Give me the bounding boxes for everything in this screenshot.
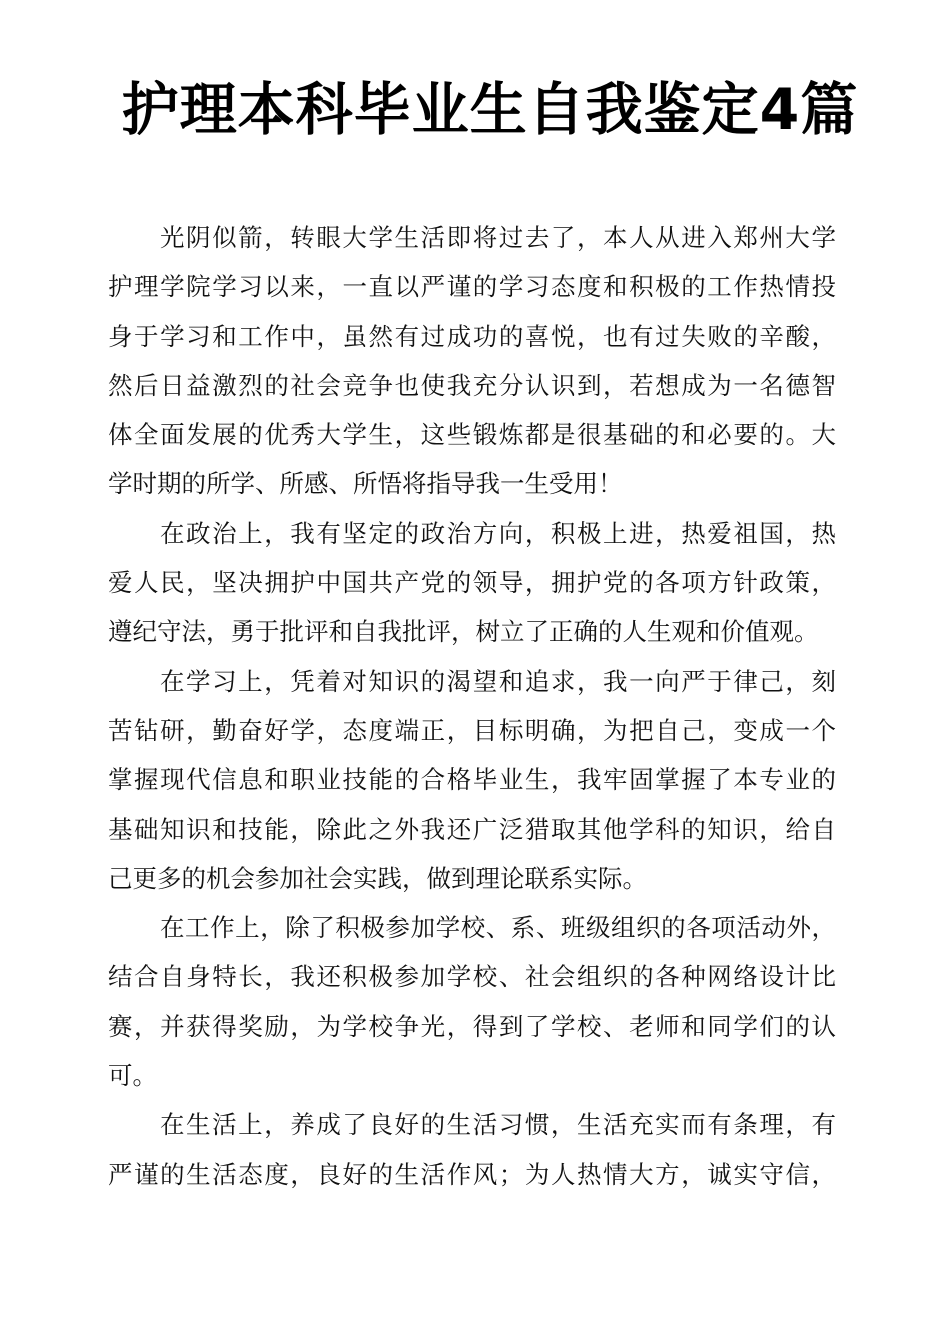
paragraph-line: 掌握现代信息和职业技能的合格毕业生，我牢固掌握了本专业的 [108, 765, 836, 795]
paragraph-line: 赛，并获得奖励，为学校争光，得到了学校、老师和同学们的认 [108, 1011, 836, 1041]
paragraph-line: 爱人民，坚决拥护中国共产党的领导，拥护党的各项方针政策， [108, 568, 836, 598]
paragraph-line: 学时期的所学、所感、所悟将指导我一生受用！ [108, 469, 623, 499]
paragraph-line: 然后日益激烈的社会竞争也使我充分认识到，若想成为一名德智 [108, 370, 836, 400]
paragraph-politics [108, 509, 836, 657]
paragraph-line: 可。 [108, 1061, 157, 1091]
paragraph-line: 结合自身特长，我还积极参加学校、社会组织的各种网络设计比 [108, 962, 836, 992]
paragraph-line: 严谨的生活态度，良好的生活作风；为人热情大方，诚实守信， [108, 1159, 836, 1189]
paragraph-line: 身于学习和工作中，虽然有过成功的喜悦，也有过失败的辛酸， [108, 321, 836, 351]
paragraph-work [108, 903, 836, 1100]
paragraph-life [108, 1100, 836, 1199]
paragraph-line: 护理学院学习以来，一直以严谨的学习态度和积极的工作热情投 [108, 272, 836, 302]
paragraph-study [108, 657, 836, 903]
paragraph-line: 在生活上，养成了良好的生活习惯，生活充实而有条理，有 [160, 1110, 836, 1140]
paragraph-line: 光阴似箭，转眼大学生活即将过去了，本人从进入郑州大学 [160, 223, 836, 252]
paragraph-line: 苦钻研，勤奋好学，态度端正，目标明确，为把自己，变成一个 [108, 715, 836, 745]
paragraph-line: 己更多的机会参加社会实践，做到理论联系实际。 [108, 863, 647, 893]
document-body [108, 213, 836, 1199]
paragraph-line: 遵纪守法，勇于批评和自我批评，树立了正确的人生观和价值观。 [108, 617, 819, 647]
paragraph-intro [108, 213, 836, 509]
paragraph-line: 在工作上，除了积极参加学校、系、班级组织的各项活动外， [160, 913, 836, 943]
paragraph-line: 在学习上，凭着对知识的渴望和追求，我一向严于律己，刻 [160, 666, 836, 696]
paragraph-line: 在政治上，我有坚定的政治方向，积极上进，热爱祖国，热 [160, 518, 836, 548]
paragraph-line: 体全面发展的优秀大学生，这些锻炼都是很基础的和必要的。大 [108, 420, 836, 450]
document-title: 护理本科毕业生自我鉴定4篇 [121, 77, 859, 143]
paragraph-line: 基础知识和技能，除此之外我还广泛猎取其他学科的知识，给自 [108, 814, 836, 844]
